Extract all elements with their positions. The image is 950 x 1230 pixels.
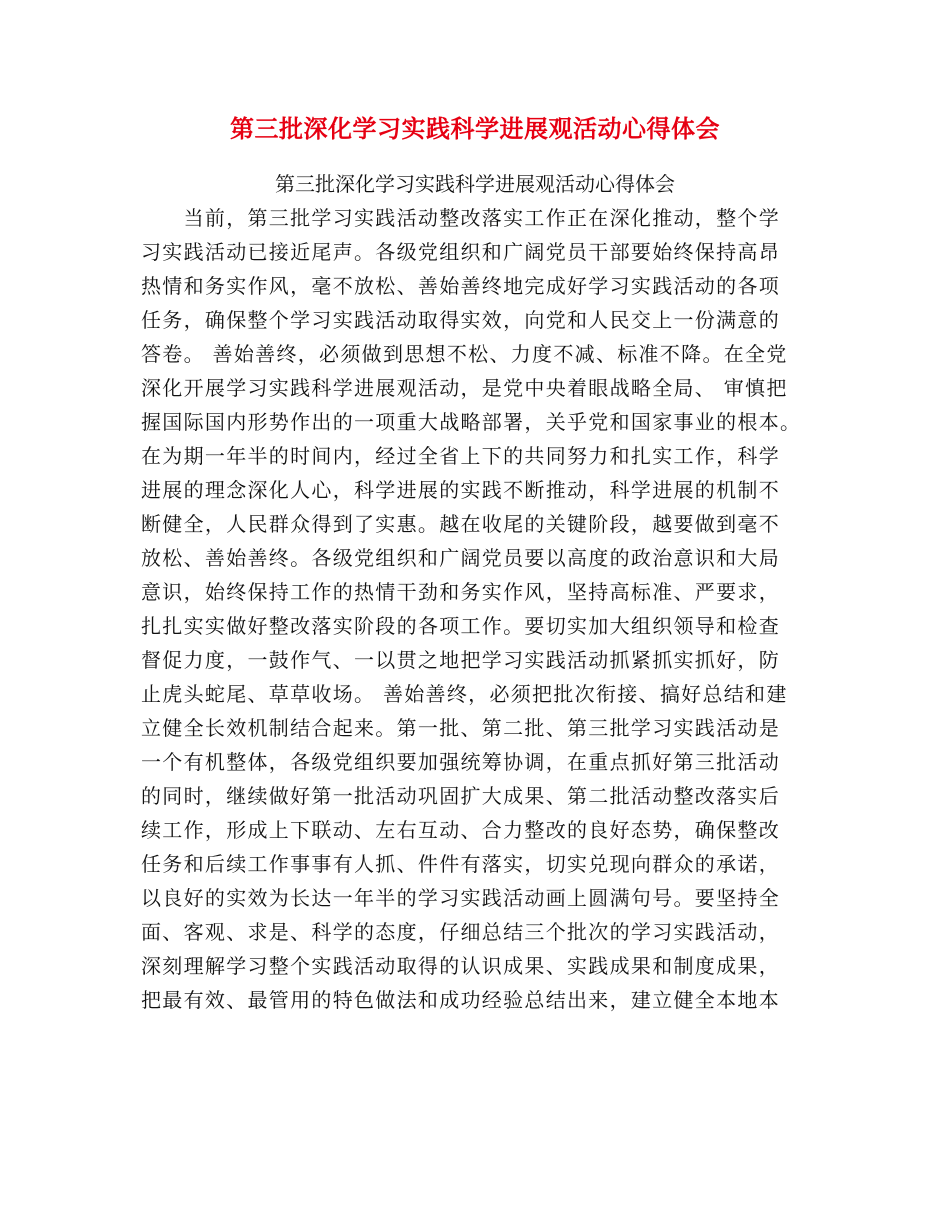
body-line: 把最有效、最管用的特色做法和成功经验总结出来，建立健全本地本: [141, 988, 780, 1012]
body-line: 握国际国内形势作出的一项重大战略部署，关乎党和国家事业的根本。: [141, 410, 802, 434]
body-line: 答卷。 善始善终，必须做到思想不松、力度不减、标准不降。在全党: [141, 342, 788, 366]
document-subtitle: 第三批深化学习实践科学进展观活动心得体会: [275, 172, 675, 196]
body-line: 进展的理念深化人心，科学进展的实践不断推动，科学进展的机制不: [141, 478, 780, 502]
body-line: 任务，确保整个学习实践活动取得实效，向党和人民交上一份满意的: [141, 308, 780, 332]
body-line: 立健全长效机制结合起来。第一批、第二批、第三批学习实践活动是: [141, 716, 780, 740]
body-line: 深化开展学习实践科学进展观活动，是党中央着眼战略全局、 审慎把: [141, 376, 788, 400]
body-line: 续工作，形成上下联动、左右互动、合力整改的良好态势，确保整改: [141, 818, 780, 842]
document-body: [141, 201, 811, 1017]
body-line: 以良好的实效为长达一年半的学习实践活动画上圆满句号。要坚持全: [141, 886, 780, 910]
body-line: 的同时，继续做好第一批活动巩固扩大成果、第二批活动整改落实后: [141, 784, 780, 808]
body-line: 面、客观、求是、科学的态度，仔细总结三个批次的学习实践活动，: [141, 920, 780, 944]
body-line: 一个有机整体，各级党组织要加强统筹协调，在重点抓好第三批活动: [141, 750, 780, 774]
body-line: 断健全，人民群众得到了实惠。越在收尾的关键阶段，越要做到毫不: [141, 512, 780, 536]
body-line: 热情和务实作风，毫不放松、善始善终地完成好学习实践活动的各项: [141, 274, 780, 298]
body-line: 任务和后续工作事事有人抓、件件有落实，切实兑现向群众的承诺，: [141, 852, 780, 876]
body-line: 意识，始终保持工作的热情干劲和务实作风，坚持高标准、严要求，: [141, 580, 780, 604]
body-line: 当前，第三批学习实践活动整改落实工作正在深化推动，整个学: [141, 206, 780, 230]
body-line: 放松、善始善终。各级党组织和广阔党员要以高度的政治意识和大局: [141, 546, 780, 570]
body-line: 督促力度，一鼓作气、一以贯之地把学习实践活动抓紧抓实抓好，防: [141, 648, 780, 672]
body-line: 在为期一年半的时间内，经过全省上下的共同努力和扎实工作，科学: [141, 444, 780, 468]
body-line: 深刻理解学习整个实践活动取得的认识成果、实践成果和制度成果，: [141, 954, 780, 978]
body-line: 止虎头蛇尾、草草收场。 善始善终，必须把批次衔接、搞好总结和建: [141, 682, 788, 706]
body-line: 习实践活动已接近尾声。各级党组织和广阔党员干部要始终保持高昂: [141, 240, 780, 264]
document-title: 第三批深化学习实践科学进展观活动心得体会: [230, 114, 720, 143]
body-line: 扎扎实实做好整改落实阶段的各项工作。要切实加大组织领导和检查: [141, 614, 780, 638]
